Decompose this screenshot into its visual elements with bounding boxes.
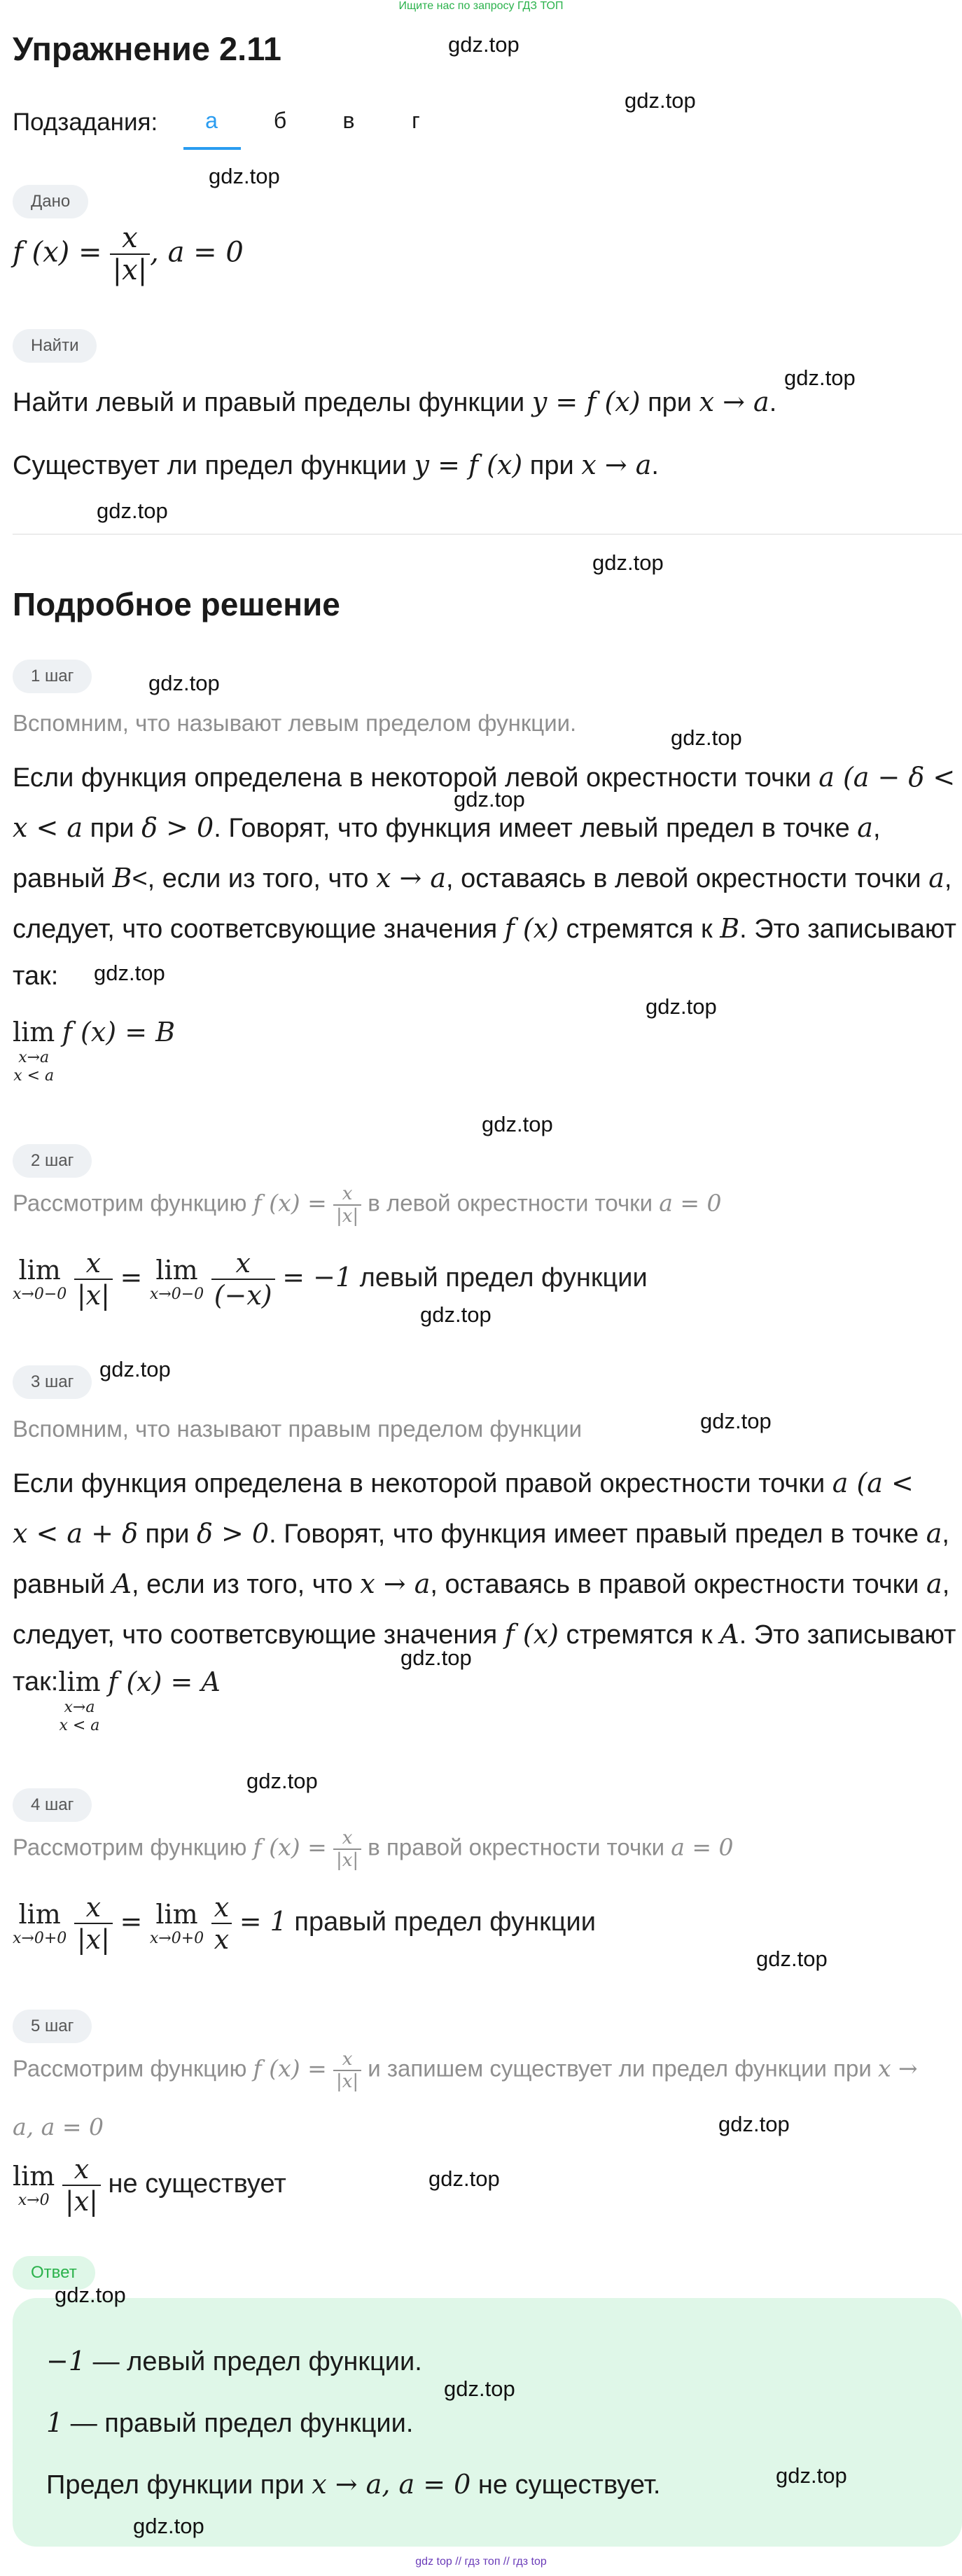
watermark: gdz.top: [482, 1112, 553, 1136]
subtasks-label: Подзадания:: [13, 109, 158, 136]
watermark: gdz.top: [133, 2514, 204, 2538]
watermark: gdz.top: [209, 164, 280, 188]
tab-a[interactable]: а: [205, 108, 218, 133]
watermark: gdz.top: [592, 550, 664, 575]
step-4-formula: lim x→0+0 $\frac{x}{|x|}$ = lim x→0+0 $\frac{x}{x}$ = 1 правый предел функции: [13, 1892, 596, 1955]
watermark: gdz.top: [700, 1409, 772, 1433]
watermark: gdz.top: [148, 671, 220, 695]
watermark: gdz.top: [444, 2376, 515, 2401]
section-divider: [13, 534, 962, 535]
step-3-line-5: так: lim x→a x < a f (x) = A: [13, 1666, 221, 1734]
step-1-hint: Вспомним, что называют левым пределом функции.: [13, 710, 577, 736]
given-badge: Дано: [13, 185, 88, 218]
watermark: gdz.top: [756, 1947, 828, 1971]
watermark: gdz.top: [94, 961, 165, 985]
step-1-line-3: равный B<, если из того, что x → a, оставаясь в левой окрестности точки a,: [13, 863, 952, 893]
answer-line-2: 1 — правый предел функции.: [46, 2407, 414, 2438]
watermark: gdz.top: [97, 499, 168, 523]
step-3-badge: 3 шаг: [13, 1365, 92, 1399]
find-line-1: Найти левый и правый пределы функции y = f (x) при x → a.: [13, 387, 777, 417]
solution-title: Подробное решение: [13, 586, 340, 622]
answer-line-3: Предел функции при x → a, a = 0 не существует.: [46, 2469, 661, 2500]
step-4-badge: 4 шаг: [13, 1788, 92, 1822]
watermark: gdz.top: [448, 32, 520, 57]
watermark: gdz.top: [646, 994, 717, 1019]
step-5-hint-line-1: Рассмотрим функцию f (x) = $\frac{x}{|x|}$ и запишем существует ли предел функции при x →: [13, 2049, 918, 2092]
step-5-hint-line-2: a, a = 0: [13, 2113, 104, 2140]
step-1-limit-formula: lim x→a x < a f (x) = B: [13, 1017, 176, 1085]
step-3-hint: Вспомним, что называют правым пределом функции: [13, 1416, 583, 1442]
tab-g[interactable]: г: [412, 108, 420, 133]
watermark: gdz.top: [454, 787, 525, 812]
step-3-line-2: x < a + δ при δ > 0. Говорят, что функция имеет правый предел в точке a,: [13, 1518, 949, 1549]
step-5-badge: 5 шаг: [13, 2010, 92, 2043]
watermark: gdz.top: [671, 725, 742, 750]
tab-b[interactable]: б: [273, 108, 287, 133]
top-search-hint: Ищите нас по запросу ГДЗ ТОП: [398, 0, 564, 12]
watermark: gdz.top: [99, 1357, 171, 1381]
watermark: gdz.top: [420, 1302, 492, 1327]
find-line-2: Существует ли предел функции y = f (x) при x → a.: [13, 450, 659, 480]
step-3-line-3: равный A, если из того, что x → a, оставаясь в правой окрестности точки a,: [13, 1568, 950, 1599]
given-fraction: $\frac{x}{|x|}$: [110, 223, 151, 286]
step-1-line-5: так:: [13, 961, 59, 991]
watermark: gdz.top: [625, 88, 696, 113]
watermark: gdz.top: [784, 365, 856, 390]
step-1-line-2: x < a при δ > 0. Говорят, что функция имеет левый предел в точке a,: [13, 812, 881, 843]
find-badge: Найти: [13, 329, 97, 363]
answer-badge: Ответ: [13, 2256, 95, 2290]
step-5-formula: lim x→0 $\frac{x}{|x|}$ не существует: [13, 2154, 286, 2217]
page-title: Упражнение 2.11: [13, 30, 281, 67]
step-1-badge: 1 шаг: [13, 660, 92, 693]
watermark: gdz.top: [428, 2166, 500, 2191]
tab-active-underline: [183, 147, 241, 150]
step-1-line-1: Если функция определена в некоторой левой окрестности точки a (a − δ <: [13, 762, 956, 793]
watermark: gdz.top: [55, 2283, 126, 2307]
watermark: gdz.top: [246, 1769, 318, 1793]
step-4-hint: Рассмотрим функцию f (x) = $\frac{x}{|x|}$ в правой окрестности точки a = 0: [13, 1827, 734, 1871]
step-3-line-4: следует, что соответсвующие значения f (x) стремятся к A. Это записывают: [13, 1619, 956, 1650]
answer-line-1: −1 — левый предел функции.: [46, 2346, 422, 2376]
watermark: gdz.top: [776, 2463, 847, 2488]
tab-v[interactable]: в: [342, 108, 355, 133]
step-2-formula: lim x→0−0 $\frac{x}{|x|}$ = lim x→0−0 $\frac{x}{(-x)}$ = −1 левый предел функции: [13, 1248, 648, 1311]
step-2-badge: 2 шаг: [13, 1144, 92, 1178]
footer-links: gdz top // гдз топ // гдз top: [415, 2556, 547, 2568]
step-1-line-4: следует, что соответсвующие значения f (x) стремятся к B. Это записывают: [13, 913, 956, 944]
watermark: gdz.top: [400, 1645, 472, 1670]
step-2-hint: Рассмотрим функцию f (x) = $\frac{x}{|x|}$ в левой окрестности точки a = 0: [13, 1183, 722, 1227]
watermark: gdz.top: [718, 2112, 790, 2136]
step-3-line-1: Если функция определена в некоторой правой окрестности точки a (a <: [13, 1468, 914, 1498]
given-formula: f (x) = $\frac{x}{|x|}$ , a = 0: [13, 222, 244, 286]
